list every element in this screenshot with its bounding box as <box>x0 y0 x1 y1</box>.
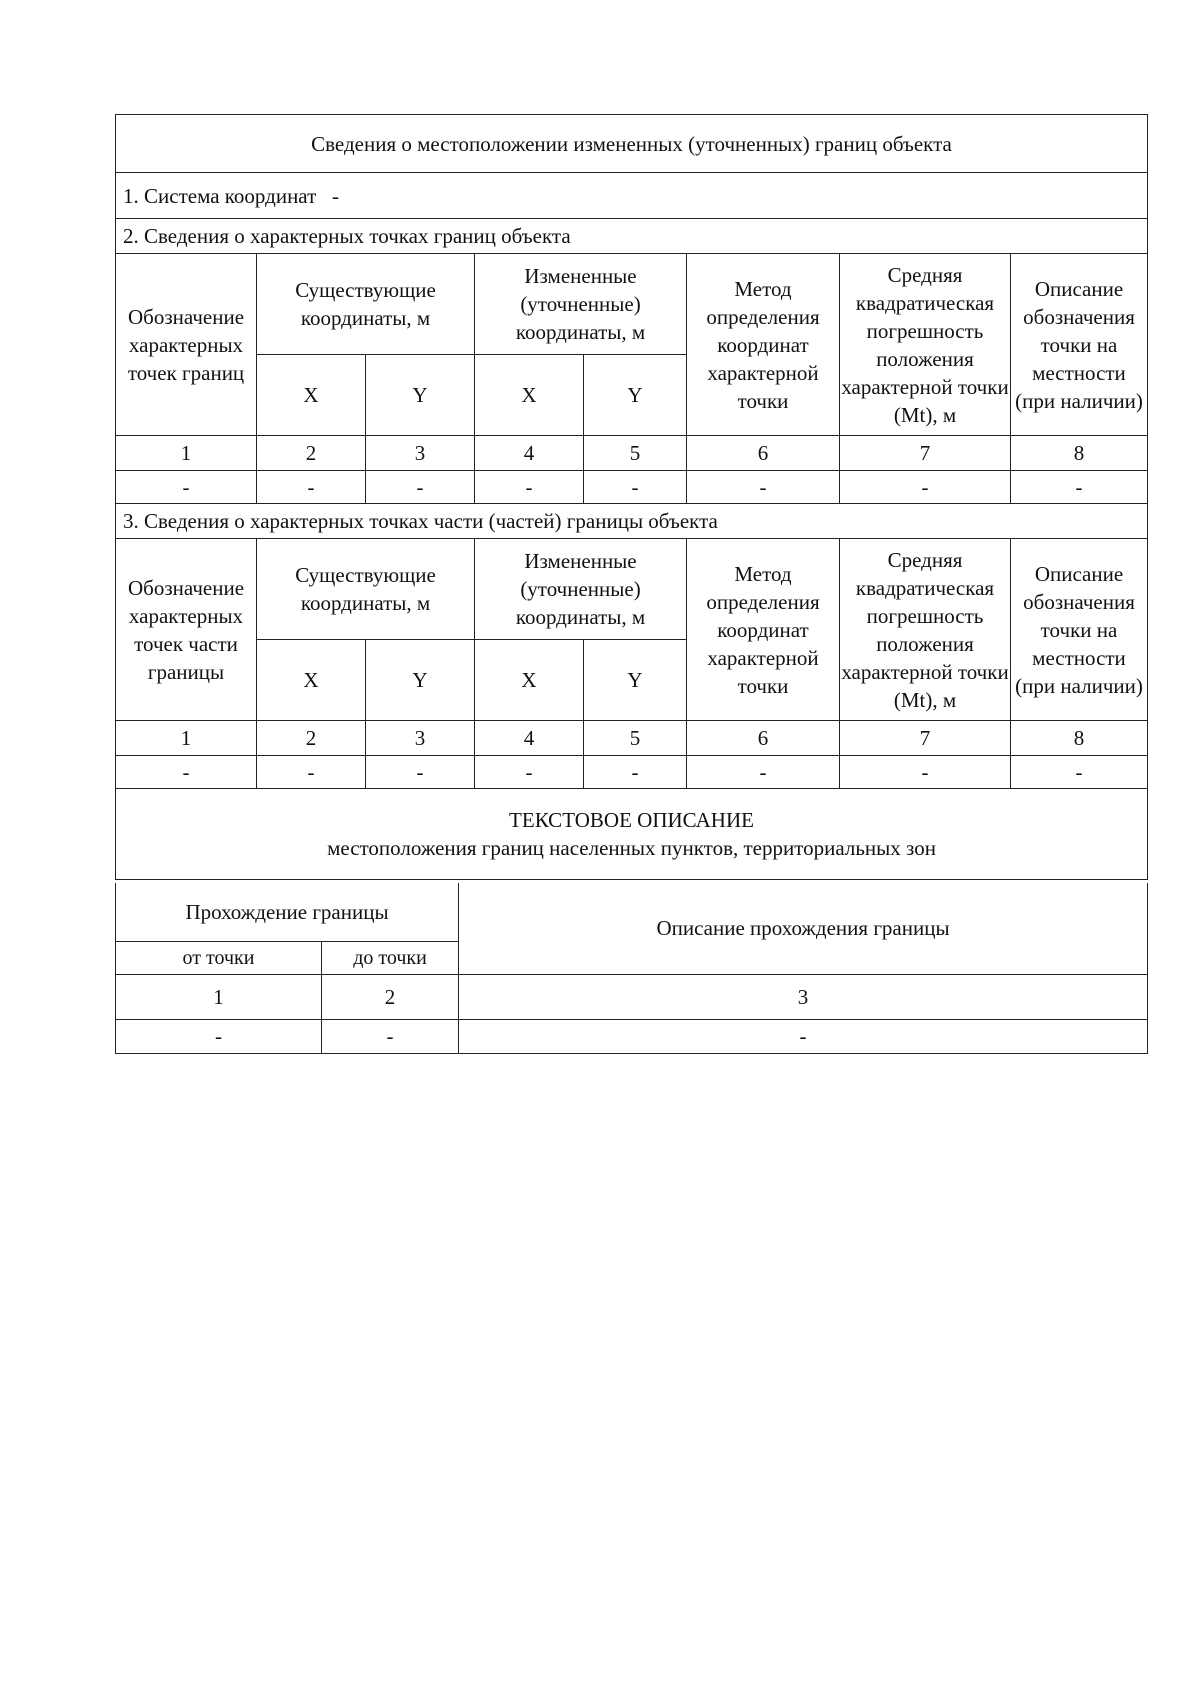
s3-header-changed-y: Y <box>584 640 687 721</box>
s2-cell: - <box>687 471 840 504</box>
s3-header-designation: Обозначение характерных точек части границы <box>116 539 257 721</box>
coordinate-system-row <box>116 173 1148 219</box>
text-description-subtitle: местоположения границ населенных пунктов, территориальных зон <box>327 836 936 860</box>
s3-col-num: 4 <box>475 721 584 756</box>
td-cell: - <box>459 1019 1148 1053</box>
s3-header-method: Метод определения координат характерной точки <box>687 539 840 721</box>
s3-cell: - <box>116 756 257 789</box>
s2-header-changed-x: X <box>475 355 584 436</box>
td-col-num: 2 <box>322 974 459 1019</box>
s3-header-existing-y: Y <box>366 640 475 721</box>
s2-cell: - <box>366 471 475 504</box>
s2-header-existing: Существующие координаты, м <box>257 254 475 355</box>
section2-title: 2. Сведения о характерных точках границ объекта <box>116 219 1148 254</box>
s2-cell: - <box>257 471 366 504</box>
td-cell: - <box>116 1019 322 1053</box>
s3-column-numbers-row <box>116 721 1148 756</box>
s3-cell: - <box>584 756 687 789</box>
s2-col-num: 3 <box>366 436 475 471</box>
td-col-num: 3 <box>459 974 1148 1019</box>
s3-cell: - <box>475 756 584 789</box>
table-row <box>116 1019 1148 1053</box>
s3-col-num: 2 <box>257 721 366 756</box>
s3-header-existing: Существующие координаты, м <box>257 539 475 640</box>
header-passage: Прохождение границы <box>116 883 459 941</box>
s3-header-description: Описание обозначения точки на местности (при наличии) <box>1011 539 1148 721</box>
header-to-point: до точки <box>322 941 459 974</box>
s2-cell: - <box>1011 471 1148 504</box>
coordinate-system-label: 1. Система координат <box>123 183 317 208</box>
s2-header-description: Описание обозначения точки на местности (при наличии) <box>1011 254 1148 436</box>
s2-cell: - <box>475 471 584 504</box>
s2-header-existing-y: Y <box>366 355 475 436</box>
table-row <box>116 471 1148 504</box>
s3-col-num: 6 <box>687 721 840 756</box>
s2-col-num: 4 <box>475 436 584 471</box>
boundary-description-table <box>115 883 1148 1054</box>
coordinate-system-value: - <box>332 183 340 208</box>
s2-header-existing-x: X <box>257 355 366 436</box>
s2-header-error: Средняя квадратическая погрешность положения характерной точки (Mt), м <box>840 254 1011 436</box>
s2-col-num: 6 <box>687 436 840 471</box>
s2-col-num: 7 <box>840 436 1011 471</box>
s2-header-method: Метод определения координат характерной точки <box>687 254 840 436</box>
s3-header-error: Средняя квадратическая погрешность положения характерной точки (Mt), м <box>840 539 1011 721</box>
s2-column-numbers-row <box>116 436 1148 471</box>
s2-col-num: 5 <box>584 436 687 471</box>
text-description-heading <box>116 789 1148 880</box>
s2-header-changed-y: Y <box>584 355 687 436</box>
s3-col-num: 3 <box>366 721 475 756</box>
td-column-numbers-row <box>116 974 1148 1019</box>
document-title: Сведения о местоположении измененных (уточненных) границ объекта <box>116 115 1148 173</box>
s2-cell: - <box>116 471 257 504</box>
td-col-num: 1 <box>116 974 322 1019</box>
s3-cell: - <box>257 756 366 789</box>
s2-header-designation: Обозначение характерных точек границ <box>116 254 257 436</box>
s2-col-num: 8 <box>1011 436 1148 471</box>
s3-col-num: 8 <box>1011 721 1148 756</box>
text-description-title: ТЕКСТОВОЕ ОПИСАНИЕ <box>509 808 754 832</box>
section3-title: 3. Сведения о характерных точках части (частей) границы объекта <box>116 504 1148 539</box>
s3-col-num: 1 <box>116 721 257 756</box>
s2-col-num: 1 <box>116 436 257 471</box>
s3-header-changed: Измененные (уточненные) координаты, м <box>475 539 687 640</box>
s3-cell: - <box>840 756 1011 789</box>
header-from-point: от точки <box>116 941 322 974</box>
s3-header-existing-x: X <box>257 640 366 721</box>
s3-header-changed-x: X <box>475 640 584 721</box>
s3-col-num: 5 <box>584 721 687 756</box>
table-row <box>116 756 1148 789</box>
s3-cell: - <box>366 756 475 789</box>
boundary-points-table <box>115 114 1148 880</box>
s3-cell: - <box>1011 756 1148 789</box>
header-passage-description: Описание прохождения границы <box>459 883 1148 974</box>
s2-cell: - <box>840 471 1011 504</box>
s2-col-num: 2 <box>257 436 366 471</box>
s3-col-num: 7 <box>840 721 1011 756</box>
s2-cell: - <box>584 471 687 504</box>
s2-header-changed: Измененные (уточненные) координаты, м <box>475 254 687 355</box>
s3-cell: - <box>687 756 840 789</box>
td-cell: - <box>322 1019 459 1053</box>
